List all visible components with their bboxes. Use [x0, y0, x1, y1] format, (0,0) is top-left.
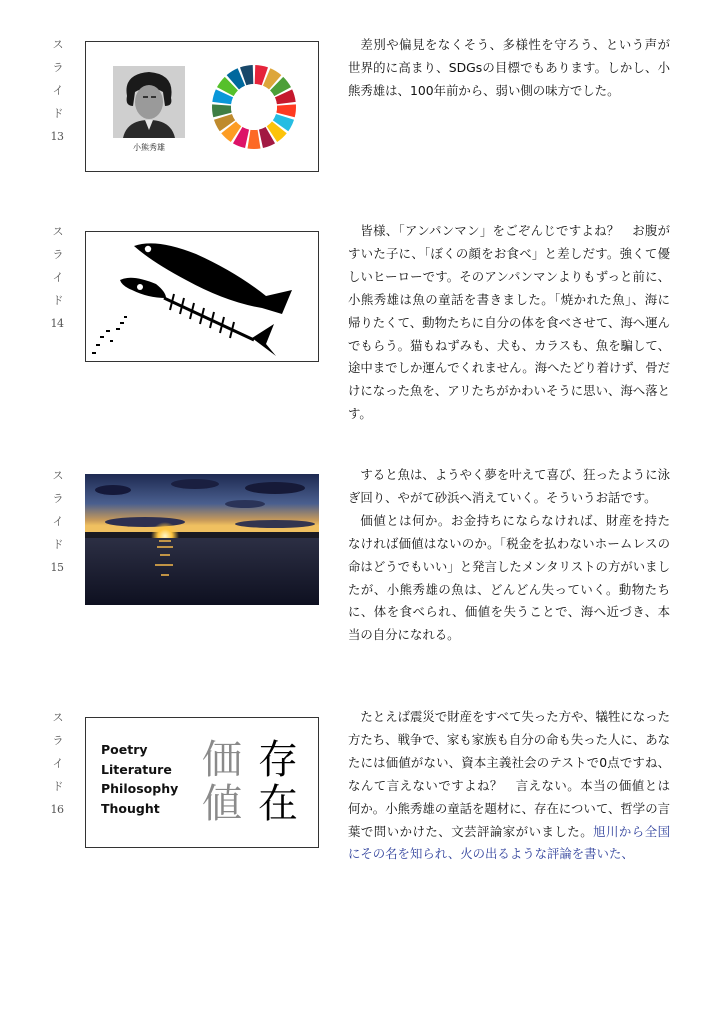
- kanji-value: 価 値: [202, 737, 242, 827]
- kanji-existence: 存 在: [258, 737, 298, 827]
- slide-number: 13: [50, 130, 64, 143]
- ant-trail-icon: [92, 316, 127, 354]
- keyword-list: Poetry Literature Philosophy Thought: [101, 742, 179, 816]
- slide-16-label: ス ラ イ ド 16: [50, 706, 66, 821]
- sdg-wheel-icon: [211, 64, 297, 150]
- slide-15-text: すると魚は、ようやく夢を叶えて喜び、狂ったように泳ぎ回り、やがて砂浜へ消えていく。そういうお話です。 価値とは何か。お金持ちにならなければ、財産を持たなければ価値はないのか。「税金を払わないホームレスの命はどうでもいい」と発言したメンタリストの方がいましたが、小熊秀雄の魚は、どんどん失っていく。動物たちに、体を食べられ、価値を失うことで、海へ近づき、本当の自分になれる。: [348, 467, 670, 643]
- slide-14-image: [85, 231, 319, 362]
- sdg-segment: [248, 130, 261, 149]
- slide-13-label: ス ラ イ ド 13: [50, 33, 66, 148]
- slide-13-text: 差別や偏見をなくそう、多様性を守ろう、という声が世界的に高まり、SDGsの目標でもあります。しかし、小熊秀雄は、100年前から、弱い側の味方でした。: [348, 37, 670, 98]
- slide-number: 16: [50, 803, 64, 816]
- slide-14-label: ス ラ イ ド 14: [50, 220, 66, 335]
- highlighted-text: 旭川から全国にその名を知られ、火の出るような評論を書いた、: [348, 823, 671, 862]
- slide-number: 15: [50, 561, 64, 574]
- fish-icon: [134, 243, 292, 314]
- slide-15-image: [85, 474, 319, 605]
- portrait-caption: 小熊秀雄: [133, 143, 165, 152]
- author-portrait: [113, 66, 185, 138]
- slide-16-image: [85, 717, 319, 848]
- slide-16-text: たとえば震災で財産をすべて失った方や、犠牲になった方たち、戦争で、家も家族も自分の命も失った人に、あなたには価値がない、資本主義社会のテストで0点ですね、なんて言えないですよね？ 言えない。本当の価値とは何か。小熊秀雄の童話を題材に、存在について、哲学の言葉で問いかけた、文芸評論家がいました。旭川から全国にその名を知られ、火の出るような評論を書いた、: [348, 709, 671, 862]
- slide-15-label: ス ラ イ ド 15: [50, 464, 66, 579]
- slide-14-text: 皆様、「アンパンマン」をごぞんじですよね？ お腹がすいた子に、「ぼくの顔をお食べ」と差しだす。強くて優しいヒーローです。そのアンパンマンよりもずっと前に、小熊秀雄は魚の童話を書きました。「焼かれた魚」、海に帰りたくて、動物たちに自分の体を食べさせて、海へ運んでもらう。猫もねずみも、犬も、カラスも、魚を騙して、途中までしか運んでくれません。海へたどり着けず、骨だけになった魚を、アリたちがかわいそうに思い、海へ落とす。: [348, 223, 670, 422]
- slide-number: 14: [50, 317, 64, 330]
- sunset-sea-photo: [85, 474, 319, 605]
- slide-13-image: [85, 41, 319, 172]
